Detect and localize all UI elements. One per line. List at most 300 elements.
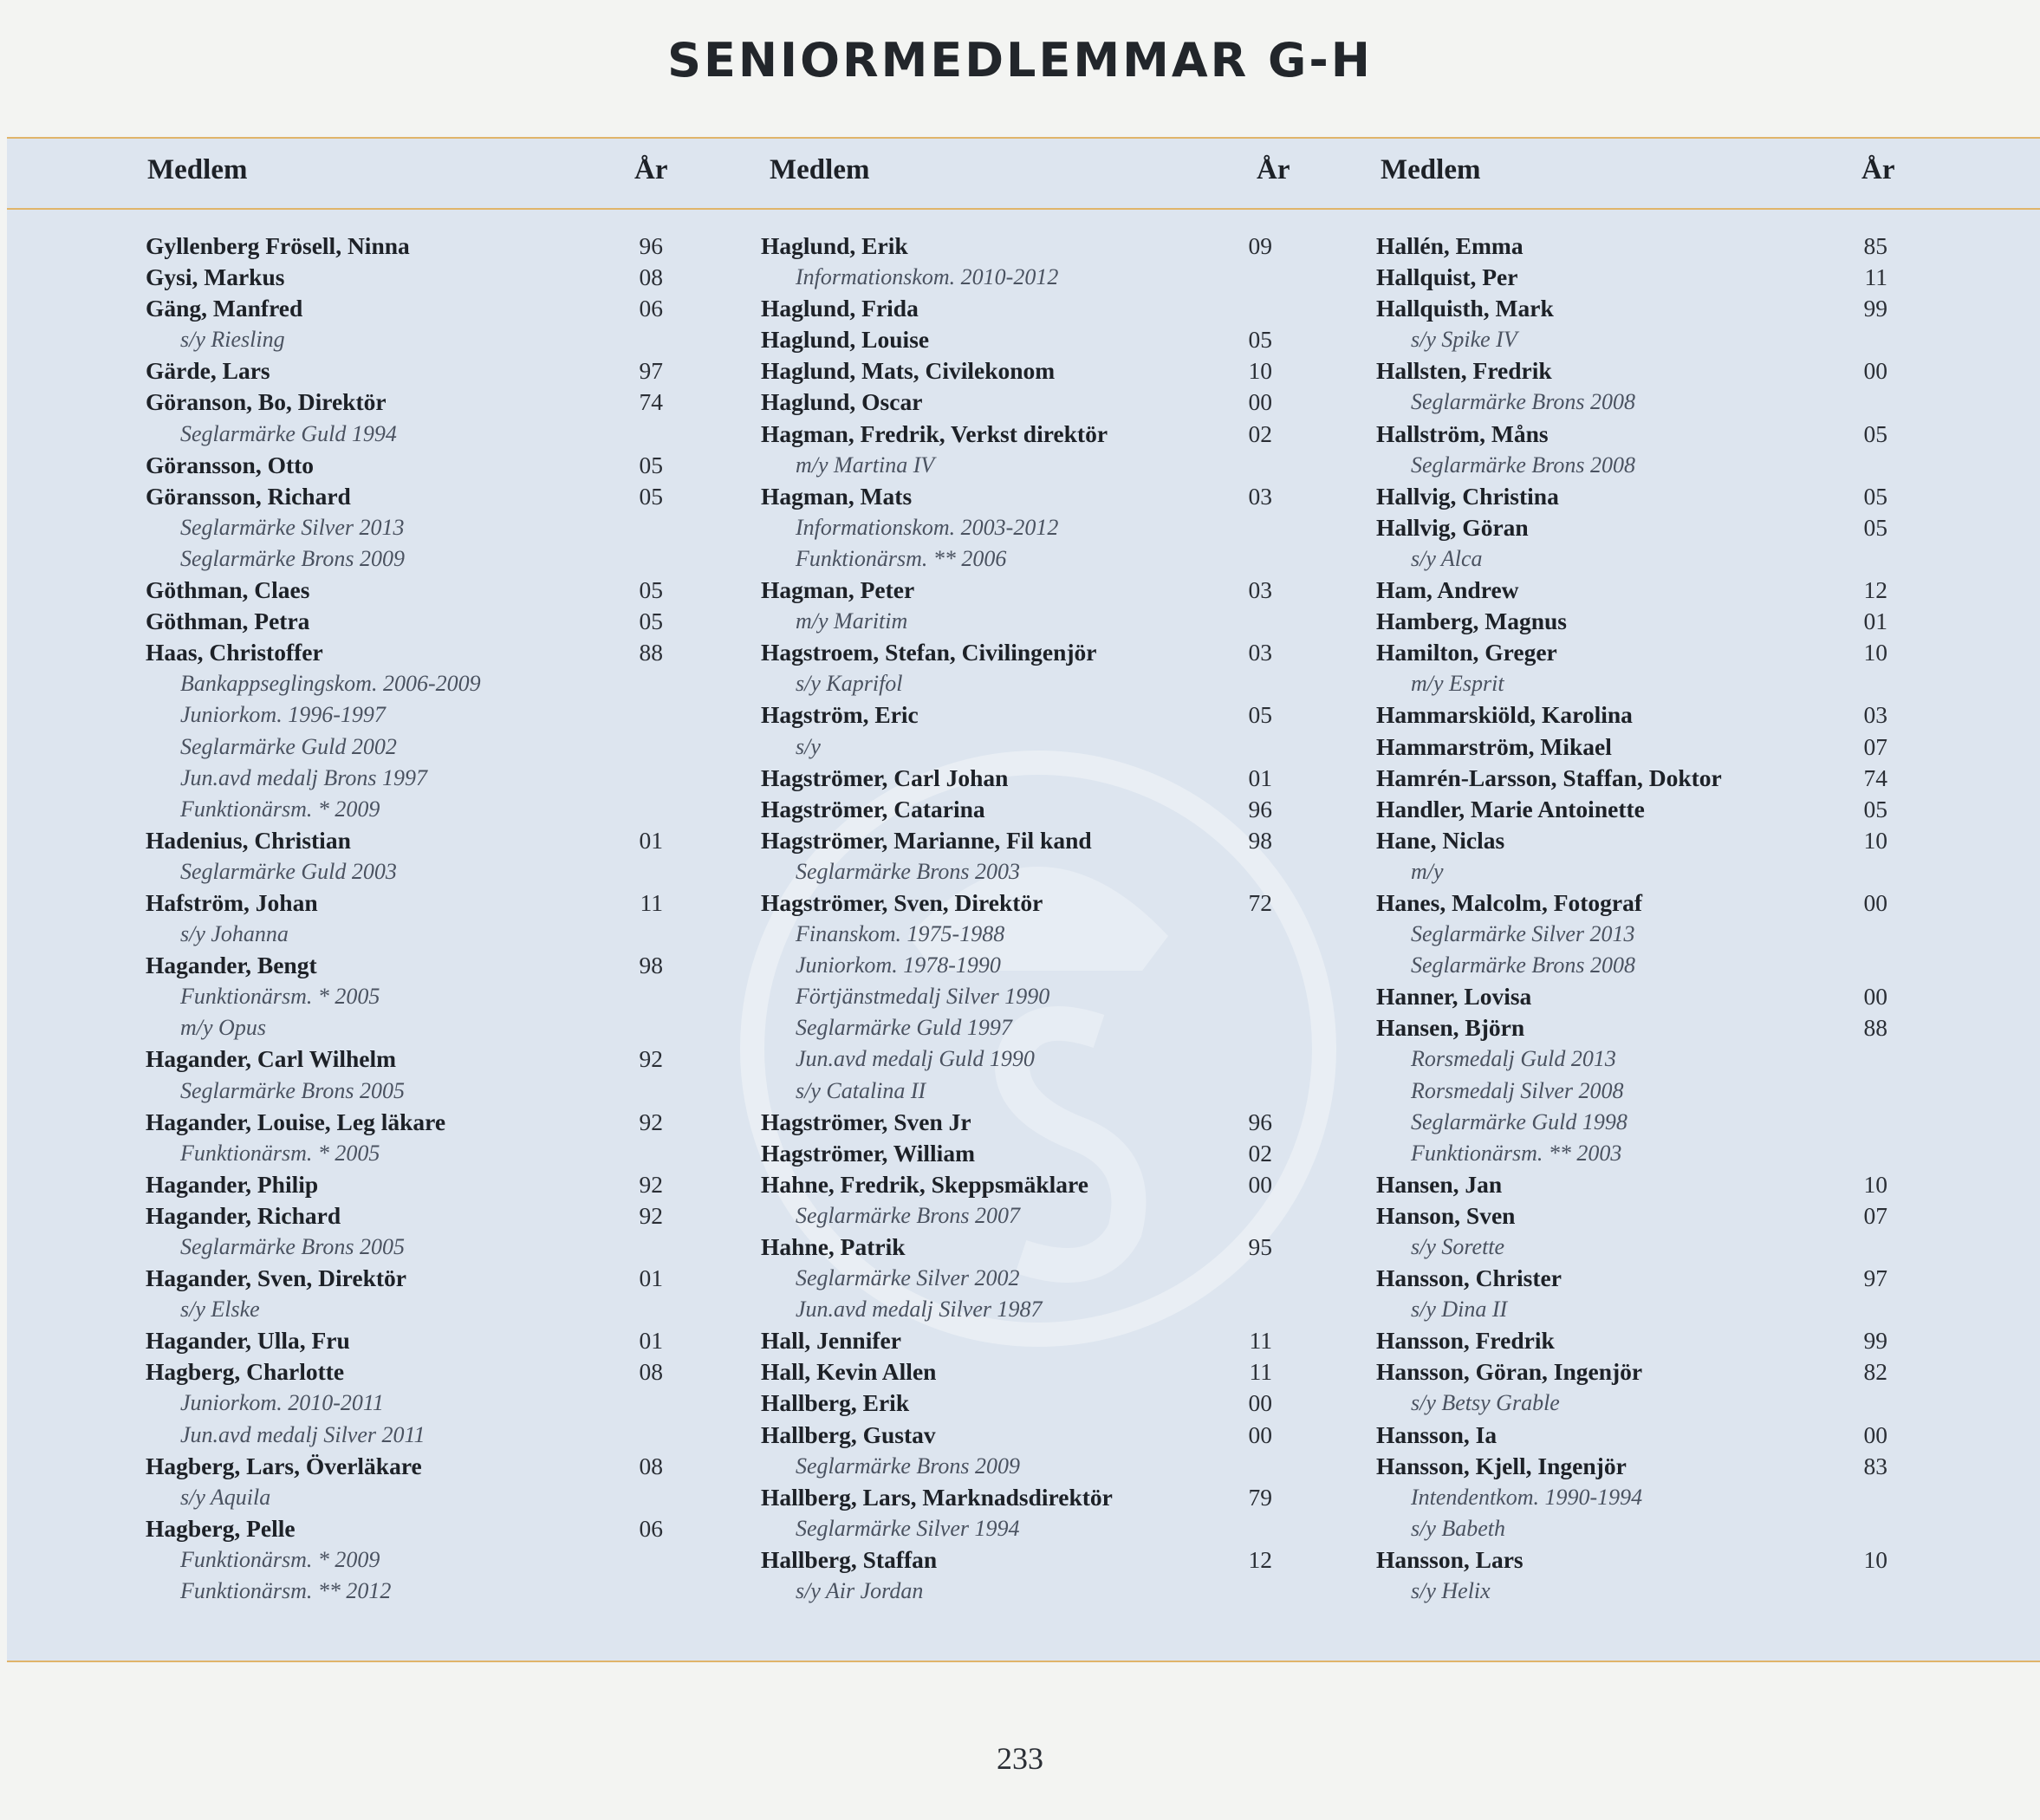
member-name: Hane, Niclas — [1376, 826, 1505, 854]
member-detail-row — [1376, 324, 1896, 355]
member-row — [1376, 512, 1896, 543]
member-detail: Informationskom. 2003-2012 — [796, 514, 1059, 540]
member-detail-row — [146, 1576, 666, 1607]
member-row — [1376, 699, 1896, 731]
member-year: 97 — [1863, 1264, 1887, 1292]
member-detail: Bankappseglingskom. 2006-2009 — [180, 671, 481, 697]
member-detail: Seglarmärke Brons 2008 — [1411, 452, 1636, 478]
member-detail-row — [761, 919, 1281, 950]
member-row — [1376, 355, 1896, 387]
member-row — [1376, 1451, 1896, 1482]
member-name: Hansson, Göran, Ingenjör — [1376, 1358, 1643, 1386]
member-year: 00 — [1248, 1420, 1272, 1448]
member-name: Haglund, Mats, Civilekonom — [761, 357, 1056, 385]
member-year: 03 — [1248, 639, 1272, 666]
member-detail-row — [1376, 1107, 1896, 1138]
member-detail-row — [761, 1513, 1281, 1544]
member-detail-row — [1376, 856, 1896, 887]
member-row — [761, 293, 1281, 324]
member-row — [761, 1356, 1281, 1388]
member-name: Haglund, Louise — [761, 326, 930, 354]
member-detail-row — [1376, 950, 1896, 981]
member-row — [761, 324, 1281, 355]
member-detail: Seglarmärke Guld 2002 — [180, 733, 397, 759]
member-year: 01 — [639, 1264, 663, 1292]
member-detail: Seglarmärke Silver 2013 — [1411, 921, 1635, 947]
member-name: Hagander, Philip — [146, 1170, 319, 1198]
member-detail: Funktionärsm. * 2009 — [180, 1546, 380, 1572]
member-row — [146, 575, 666, 606]
column-header-year-1: År — [634, 154, 668, 185]
member-name: Gysi, Markus — [146, 263, 285, 291]
column-header-member-3: Medlem — [1381, 154, 1481, 185]
member-year: 05 — [639, 451, 663, 478]
member-year: 96 — [1248, 1108, 1272, 1135]
member-detail-row — [146, 731, 666, 763]
member-name: Hagstroem, Stefan, Civilingenjör — [761, 639, 1097, 666]
member-detail-row — [761, 1076, 1281, 1107]
member-name: Handler, Marie Antoinette — [1376, 795, 1645, 822]
member-detail-row — [1376, 919, 1896, 950]
member-detail-row — [1376, 1294, 1896, 1325]
member-detail: s/y Air Jordan — [796, 1578, 924, 1604]
member-name: Hanner, Lovisa — [1376, 983, 1532, 1011]
member-name: Hagströmer, William — [761, 1139, 975, 1167]
member-row — [1376, 1012, 1896, 1043]
member-row — [146, 1200, 666, 1232]
member-year: 09 — [1248, 232, 1272, 259]
member-detail: s/y Alca — [1411, 545, 1483, 571]
member-year: 98 — [1248, 826, 1272, 854]
member-year: 97 — [639, 357, 663, 385]
member-row — [1376, 575, 1896, 606]
member-name: Ham, Andrew — [1376, 576, 1519, 604]
member-detail: m/y — [1411, 858, 1444, 884]
member-detail: s/y Helix — [1411, 1578, 1491, 1604]
member-row — [761, 699, 1281, 731]
member-detail: s/y Kaprifol — [796, 671, 903, 697]
member-detail-row — [1376, 1513, 1896, 1544]
member-name: Hamrén-Larsson, Staffan, Doktor — [1376, 764, 1722, 791]
member-row — [146, 637, 666, 668]
member-detail-row — [1376, 1388, 1896, 1419]
member-detail: Juniorkom. 1978-1990 — [796, 952, 1001, 978]
member-row — [761, 355, 1281, 387]
member-row — [1376, 1200, 1896, 1232]
member-row — [761, 825, 1281, 856]
member-detail: Seglarmärke Brons 2008 — [1411, 389, 1636, 415]
member-name: Hallström, Måns — [1376, 419, 1549, 447]
member-year: 05 — [1863, 795, 1887, 822]
member-detail: Jun.avd medalj Guld 1990 — [796, 1046, 1035, 1072]
member-detail: Funktionärsm. ** 2012 — [180, 1578, 392, 1604]
member-name: Hamilton, Greger — [1376, 639, 1557, 666]
member-year: 01 — [639, 826, 663, 854]
member-year: 06 — [639, 1514, 663, 1542]
member-name: Hagman, Fredrik, Verkst direktör — [761, 419, 1108, 447]
member-detail: Funktionärsm. ** 2003 — [1411, 1140, 1622, 1166]
member-name: Hammarström, Mikael — [1376, 732, 1612, 760]
member-detail-row — [146, 324, 666, 355]
member-detail-row — [1376, 1576, 1896, 1607]
member-detail-row — [1376, 543, 1896, 575]
member-detail: Jun.avd medalj Silver 1987 — [796, 1297, 1043, 1323]
member-detail: s/y Dina II — [1411, 1297, 1508, 1323]
member-name: Göranson, Bo, Direktör — [146, 388, 387, 416]
member-detail-row — [146, 668, 666, 699]
member-detail: Funktionärsm. ** 2006 — [796, 545, 1007, 571]
member-year: 85 — [1863, 232, 1887, 259]
member-year: 01 — [1248, 764, 1272, 791]
member-row — [761, 1107, 1281, 1138]
member-row — [761, 1544, 1281, 1576]
column-header-year-2: År — [1257, 154, 1290, 185]
member-name: Hagander, Richard — [146, 1201, 341, 1229]
member-row — [1376, 887, 1896, 919]
member-detail-row — [761, 668, 1281, 699]
member-year: 00 — [1248, 1170, 1272, 1198]
member-detail: s/y Betsy Grable — [1411, 1390, 1560, 1416]
member-column-3 — [1376, 231, 1896, 1607]
member-row — [146, 1107, 666, 1138]
member-year: 05 — [639, 482, 663, 510]
member-name: Hagander, Ulla, Fru — [146, 1327, 350, 1355]
member-year: 01 — [1863, 608, 1887, 635]
member-detail-row — [761, 1451, 1281, 1482]
member-year: 92 — [639, 1170, 663, 1198]
member-name: Hallberg, Erik — [761, 1389, 910, 1417]
member-year: 88 — [639, 639, 663, 666]
member-detail-row — [761, 981, 1281, 1012]
member-name: Gäng, Manfred — [146, 295, 303, 322]
member-name: Gärde, Lars — [146, 357, 270, 385]
member-year: 96 — [639, 232, 663, 259]
member-detail: Förtjänstmedalj Silver 1990 — [796, 984, 1050, 1010]
member-detail-row — [1376, 1482, 1896, 1513]
member-name: Hansson, Kjell, Ingenjör — [1376, 1452, 1627, 1479]
member-row — [1376, 606, 1896, 637]
member-row — [761, 231, 1281, 262]
member-detail-row — [1376, 668, 1896, 699]
member-year: 74 — [1863, 764, 1887, 791]
member-detail: Seglarmärke Guld 1994 — [180, 420, 397, 446]
member-name: Hansson, Fredrik — [1376, 1327, 1555, 1355]
member-detail: Jun.avd medalj Brons 1997 — [180, 764, 427, 790]
member-detail-row — [146, 419, 666, 450]
member-year: 01 — [639, 1327, 663, 1355]
member-year: 95 — [1248, 1233, 1272, 1260]
member-name: Hansson, Christer — [1376, 1264, 1562, 1292]
member-column-1 — [146, 231, 666, 1607]
member-detail: s/y Elske — [180, 1297, 260, 1323]
member-detail-row — [761, 512, 1281, 543]
member-row — [146, 606, 666, 637]
member-row — [146, 887, 666, 919]
member-name: Haglund, Erik — [761, 232, 908, 259]
member-year: 10 — [1863, 1170, 1887, 1198]
member-year: 99 — [1863, 295, 1887, 322]
member-year: 00 — [1863, 357, 1887, 385]
member-row — [146, 1043, 666, 1075]
member-year: 08 — [639, 1452, 663, 1479]
member-year: 98 — [639, 952, 663, 979]
member-detail-row — [761, 450, 1281, 481]
member-year: 05 — [1863, 513, 1887, 541]
member-year: 11 — [640, 888, 663, 916]
member-detail: Finanskom. 1975-1988 — [796, 921, 1005, 947]
member-row — [761, 419, 1281, 450]
member-name: Hansson, Ia — [1376, 1420, 1498, 1448]
member-row — [1376, 1420, 1896, 1451]
member-year: 10 — [1863, 826, 1887, 854]
member-row — [146, 1169, 666, 1200]
member-name: Haas, Christoffer — [146, 639, 323, 666]
member-detail-row — [761, 543, 1281, 575]
member-detail: Seglarmärke Guld 2003 — [180, 858, 397, 884]
member-year: 11 — [1249, 1358, 1272, 1386]
member-year: 79 — [1248, 1483, 1272, 1511]
member-year: 00 — [1248, 1389, 1272, 1417]
member-detail: s/y Johanna — [180, 921, 289, 947]
member-row — [761, 1138, 1281, 1169]
member-detail-row — [146, 919, 666, 950]
member-row — [146, 1356, 666, 1388]
member-detail-row — [146, 1138, 666, 1169]
member-year: 05 — [1248, 326, 1272, 354]
member-detail: m/y Esprit — [1411, 671, 1504, 697]
page-number: 233 — [997, 1741, 1043, 1776]
member-name: Hagströmer, Marianne, Fil kand — [761, 826, 1092, 854]
member-row — [761, 1232, 1281, 1263]
member-detail-row — [761, 731, 1281, 763]
member-detail-row — [761, 856, 1281, 887]
member-name: Hallsten, Fredrik — [1376, 357, 1552, 385]
member-detail: Jun.avd medalj Silver 2011 — [180, 1421, 426, 1447]
member-name: Hall, Kevin Allen — [761, 1358, 937, 1386]
member-row — [146, 450, 666, 481]
member-name: Hagströmer, Sven, Direktör — [761, 888, 1043, 916]
member-detail-row — [761, 262, 1281, 293]
member-detail: Rorsmedalj Silver 2008 — [1411, 1077, 1624, 1103]
member-name: Hagander, Louise, Leg läkare — [146, 1108, 446, 1135]
member-name: Hagströmer, Catarina — [761, 795, 985, 822]
member-year: 11 — [1864, 263, 1887, 291]
member-detail: Seglarmärke Brons 2008 — [1411, 952, 1636, 978]
member-row — [146, 1451, 666, 1482]
member-detail-row — [146, 794, 666, 825]
member-year: 88 — [1863, 1014, 1887, 1042]
member-row — [761, 1420, 1281, 1451]
member-row — [146, 231, 666, 262]
member-year: 92 — [639, 1201, 663, 1229]
member-row — [1376, 1263, 1896, 1294]
column-header-year-3: År — [1861, 154, 1895, 185]
member-row — [1376, 637, 1896, 668]
member-row — [146, 355, 666, 387]
member-year: 00 — [1863, 983, 1887, 1011]
member-year: 00 — [1863, 1420, 1887, 1448]
member-detail-row — [146, 1232, 666, 1263]
member-name: Hagman, Peter — [761, 576, 915, 604]
member-detail-row — [1376, 387, 1896, 418]
member-row — [1376, 419, 1896, 450]
member-detail: m/y Opus — [180, 1015, 266, 1041]
member-year: 99 — [1863, 1327, 1887, 1355]
member-detail-row — [1376, 1043, 1896, 1075]
member-detail-row — [761, 1576, 1281, 1607]
member-name: Hallvig, Göran — [1376, 513, 1529, 541]
member-detail: m/y Martina IV — [796, 452, 935, 478]
member-detail: Juniorkom. 2010-2011 — [180, 1390, 384, 1416]
member-detail: s/y Riesling — [180, 327, 285, 353]
member-detail-row — [761, 1043, 1281, 1075]
member-year: 10 — [1248, 357, 1272, 385]
member-year: 05 — [1248, 701, 1272, 729]
member-name: Hallquist, Per — [1376, 263, 1518, 291]
member-row — [1376, 763, 1896, 794]
member-name: Hagander, Sven, Direktör — [146, 1264, 406, 1292]
member-detail-row — [146, 543, 666, 575]
member-detail: s/y Sorette — [1411, 1234, 1505, 1259]
member-detail-row — [146, 1388, 666, 1419]
member-name: Hagberg, Pelle — [146, 1514, 296, 1542]
member-row — [1376, 731, 1896, 763]
member-name: Hammarskiöld, Karolina — [1376, 701, 1633, 729]
member-year: 82 — [1863, 1358, 1887, 1386]
member-name: Hagberg, Charlotte — [146, 1358, 345, 1386]
member-row — [761, 575, 1281, 606]
member-row — [146, 262, 666, 293]
member-name: Hagander, Bengt — [146, 952, 317, 979]
member-row — [146, 1513, 666, 1544]
member-year: 02 — [1248, 419, 1272, 447]
member-row — [146, 1325, 666, 1356]
member-name: Göthman, Petra — [146, 608, 310, 635]
member-name: Hagberg, Lars, Överläkare — [146, 1452, 422, 1479]
member-detail-row — [761, 1012, 1281, 1043]
member-detail-row — [1376, 1076, 1896, 1107]
member-detail-row — [146, 1482, 666, 1513]
member-name: Gyllenberg Frösell, Ninna — [146, 232, 410, 259]
member-detail-row — [761, 1263, 1281, 1294]
member-name: Hahne, Patrik — [761, 1233, 906, 1260]
member-detail: Informationskom. 2010-2012 — [796, 264, 1059, 290]
member-year: 00 — [1248, 388, 1272, 416]
member-detail-row — [146, 1544, 666, 1576]
member-detail: Seglarmärke Silver 1994 — [796, 1515, 1020, 1541]
member-row — [761, 794, 1281, 825]
member-name: Hallberg, Lars, Marknadsdirektör — [761, 1483, 1113, 1511]
member-detail-row — [761, 1294, 1281, 1325]
member-detail: Intendentkom. 1990-1994 — [1411, 1484, 1643, 1510]
member-name: Hanson, Sven — [1376, 1201, 1516, 1229]
member-detail-row — [1376, 450, 1896, 481]
member-year: 10 — [1863, 639, 1887, 666]
member-year: 05 — [639, 576, 663, 604]
member-detail-row — [146, 1076, 666, 1107]
member-year: 03 — [1248, 576, 1272, 604]
member-name: Hamberg, Magnus — [1376, 608, 1567, 635]
member-name: Hagander, Carl Wilhelm — [146, 1045, 397, 1073]
member-year: 05 — [639, 608, 663, 635]
member-row — [1376, 981, 1896, 1012]
member-detail: Funktionärsm. * 2005 — [180, 1140, 380, 1166]
member-name: Haglund, Frida — [761, 295, 919, 322]
member-name: Hansson, Lars — [1376, 1545, 1524, 1573]
member-detail: Seglarmärke Brons 2003 — [796, 858, 1021, 884]
member-year: 12 — [1248, 1545, 1272, 1573]
member-name: Hagströmer, Sven Jr — [761, 1108, 971, 1135]
member-detail: s/y — [796, 733, 821, 759]
column-header-member-2: Medlem — [770, 154, 870, 185]
member-name: Hanes, Malcolm, Fotograf — [1376, 888, 1643, 916]
member-name: Göthman, Claes — [146, 576, 310, 604]
member-name: Göransson, Otto — [146, 451, 315, 478]
member-name: Hansen, Jan — [1376, 1170, 1503, 1198]
member-row — [761, 1388, 1281, 1419]
member-year: 72 — [1248, 888, 1272, 916]
member-year: 05 — [1863, 419, 1887, 447]
member-row — [761, 1482, 1281, 1513]
member-year: 08 — [639, 1358, 663, 1386]
member-name: Hallvig, Christina — [1376, 482, 1559, 510]
member-year: 96 — [1248, 795, 1272, 822]
member-row — [1376, 1544, 1896, 1576]
member-detail: Funktionärsm. * 2005 — [180, 984, 380, 1010]
member-year: 92 — [639, 1045, 663, 1073]
member-row — [146, 950, 666, 981]
member-year: 00 — [1863, 888, 1887, 916]
member-row — [146, 387, 666, 418]
member-detail-row — [146, 512, 666, 543]
member-row — [761, 637, 1281, 668]
member-name: Hagman, Mats — [761, 482, 913, 510]
member-detail: Seglarmärke Silver 2013 — [180, 514, 405, 540]
member-year: 83 — [1863, 1452, 1887, 1479]
member-row — [1376, 231, 1896, 262]
member-detail-row — [146, 1294, 666, 1325]
member-detail-row — [146, 981, 666, 1012]
member-year: 74 — [639, 388, 663, 416]
member-column-2 — [761, 231, 1281, 1607]
member-year: 06 — [639, 295, 663, 322]
member-name: Hahne, Fredrik, Skeppsmäklare — [761, 1170, 1088, 1198]
member-name: Hall, Jennifer — [761, 1327, 901, 1355]
member-year: 08 — [639, 263, 663, 291]
member-row — [146, 1263, 666, 1294]
member-table — [7, 137, 2040, 1662]
member-detail: Seglarmärke Brons 2009 — [180, 545, 406, 571]
member-name: Hadenius, Christian — [146, 826, 351, 854]
member-row — [761, 387, 1281, 418]
member-detail: m/y Maritim — [796, 608, 908, 634]
member-detail-row — [761, 606, 1281, 637]
member-row — [1376, 794, 1896, 825]
member-detail: Seglarmärke Silver 2002 — [796, 1265, 1020, 1291]
member-year: 11 — [1249, 1327, 1272, 1355]
member-detail-row — [146, 1420, 666, 1451]
member-detail-row — [1376, 1138, 1896, 1169]
member-row — [146, 293, 666, 324]
member-row — [1376, 293, 1896, 324]
member-year: 10 — [1863, 1545, 1887, 1573]
member-year: 02 — [1248, 1139, 1272, 1167]
member-row — [146, 481, 666, 512]
member-name: Hallquisth, Mark — [1376, 295, 1554, 322]
member-detail: Seglarmärke Guld 1998 — [1411, 1108, 1627, 1134]
member-name: Hallberg, Gustav — [761, 1420, 936, 1448]
member-year: 07 — [1863, 732, 1887, 760]
